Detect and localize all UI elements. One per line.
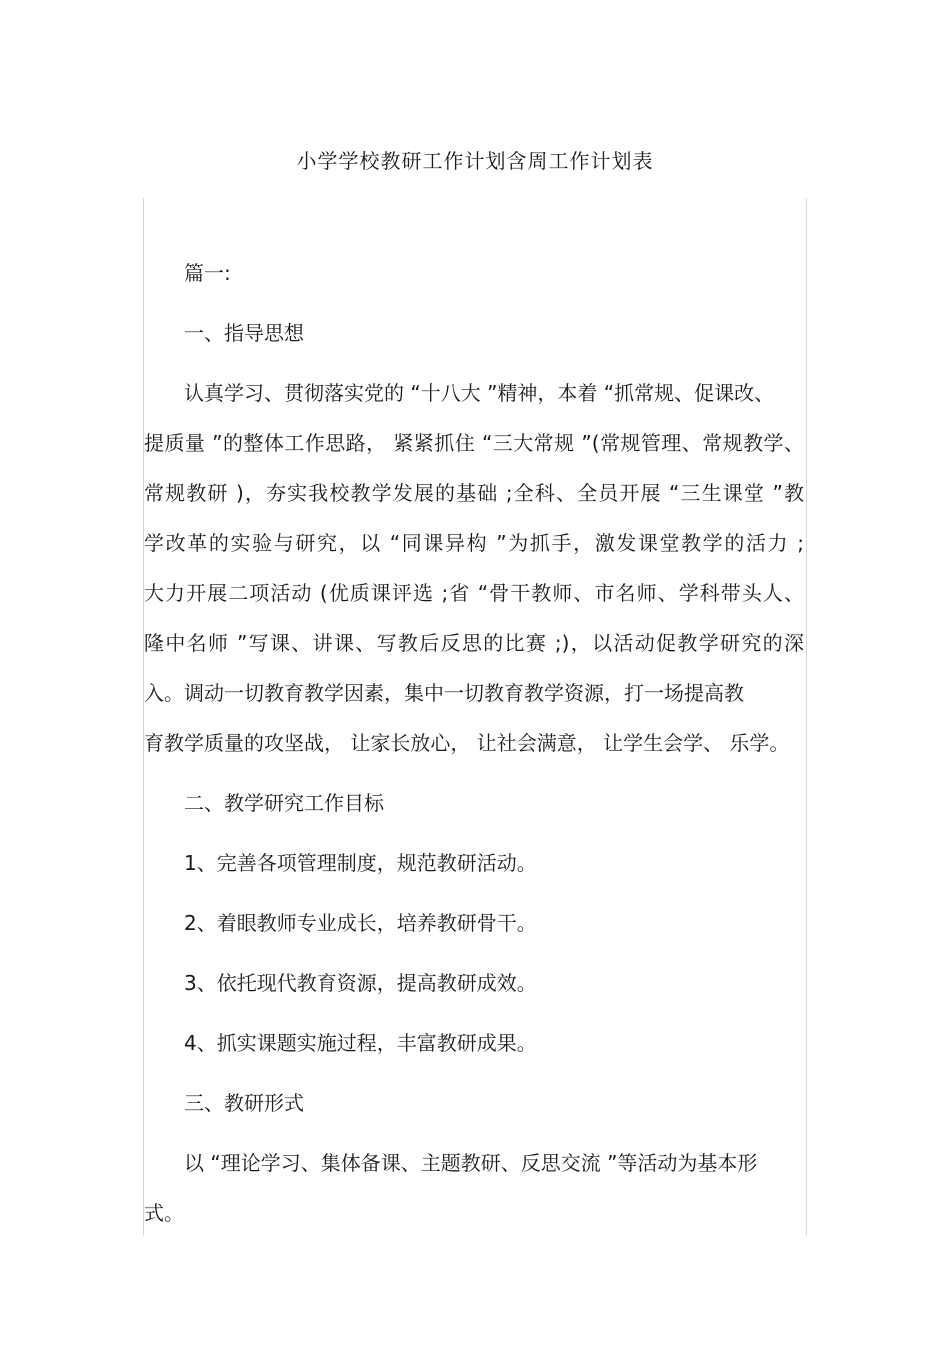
page-border-right [806, 198, 807, 1236]
paragraph-line: 大力开展二项活动 (优质课评选 ;省 “骨干教师、市名师、学科带头人、 [144, 581, 804, 605]
paragraph-line: 以 “理论学习、集体备课、主题教研、反思交流 ”等活动为基本形 [184, 1151, 758, 1175]
paragraph-line: 常规教研 )，夯实我校教学发展的基础 ;全科、全员开展 “三生课堂 ”教 [144, 481, 804, 505]
goal-item: 2、着眼教师专业成长，培养教研骨干。 [184, 911, 537, 935]
part-label: 篇一: [184, 261, 231, 285]
paragraph-line: 隆中名师 ”写课、讲课、写教后反思的比赛 ;)，以活动促教学研究的深 [144, 631, 804, 655]
section-heading-research-forms: 三、教研形式 [184, 1091, 304, 1115]
section-heading-research-goals: 二、教学研究工作目标 [184, 791, 384, 815]
paragraph-line: 入。调动一切教育教学因素，集中一切教育教学资源，打一场提高教 [144, 681, 744, 705]
paragraph-line: 学改革的实验与研究，以 “同课异构 ”为抓手，激发课堂教学的活力 ; [144, 531, 804, 555]
document-title: 小学学校教研工作计划含周工作计划表 [296, 149, 654, 173]
paragraph-line: 育教学质量的攻坚战， 让家长放心， 让社会满意， 让学生会学、 乐学。 [144, 731, 790, 755]
goal-item: 1、完善各项管理制度，规范教研活动。 [184, 851, 537, 875]
paragraph-line: 式。 [144, 1201, 184, 1225]
goal-item: 3、依托现代教育资源，提高教研成效。 [184, 971, 537, 995]
paragraph-line: 认真学习、贯彻落实党的 “十八大 ”精神，本着 “抓常规、促课改、 [184, 381, 775, 405]
document-body [144, 248, 804, 1238]
goal-item: 4、抓实课题实施过程，丰富教研成果。 [184, 1031, 537, 1055]
section-heading-guiding-ideology: 一、指导思想 [184, 321, 304, 345]
paragraph-line: 提质量 ”的整体工作思路， 紧紧抓住 “三大常规 ”(常规管理、常规教学、 [144, 431, 804, 455]
